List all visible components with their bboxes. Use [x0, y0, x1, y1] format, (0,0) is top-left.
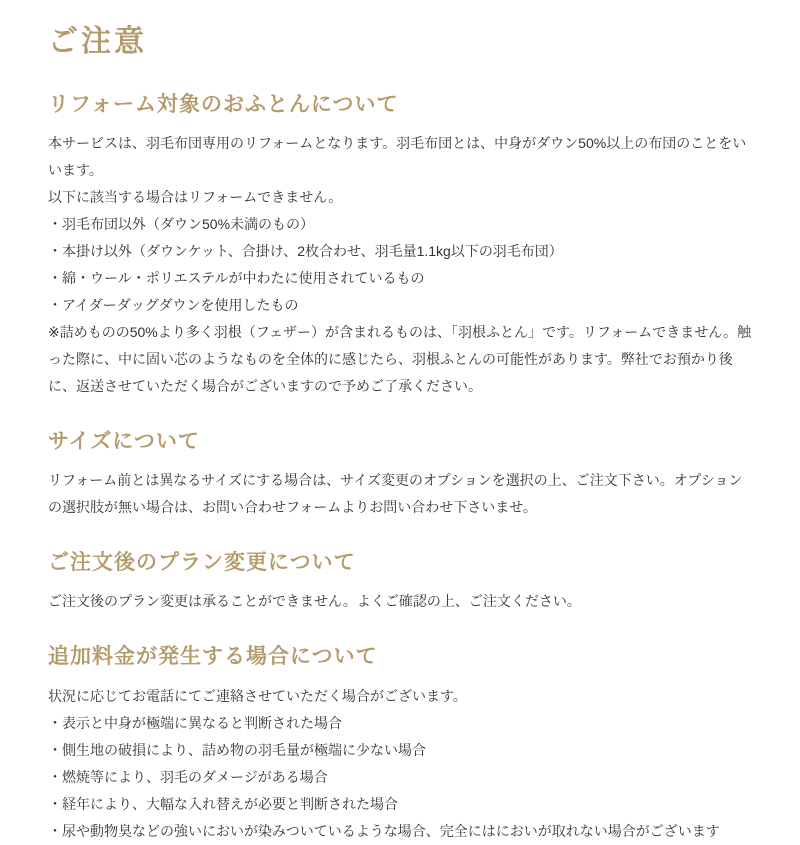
text-line: 以下に該当する場合はリフォームできません。 — [48, 188, 343, 205]
section-reform-target — [48, 91, 752, 400]
list-item: ・表示と中身が極端に異なると判断された場合 — [48, 714, 342, 731]
text-line: ご注文後のプラン変更は承ることができません。よくご確認の上、ご注文ください。 — [48, 593, 581, 610]
list-item: ・アイダーダッグダウンを使用したもの — [48, 296, 299, 313]
text-line: リフォーム前とは異なるサイズにする場合は、サイズ変更のオプションを選択の上、ご注文下さい。オプションの選択肢が無い場合は、お問い合わせフォームよりお問い合わせ下さいませ。 — [48, 472, 743, 516]
section-size — [48, 428, 752, 521]
section-heading: リフォーム対象のおふとんについて — [48, 92, 399, 116]
list-item: ・側生地の破損により、詰め物の羽毛量が極端に少ない場合 — [48, 741, 426, 758]
list-item: ・羽毛布団以外（ダウン50%未満のもの） — [48, 215, 315, 232]
section-extra-fee — [48, 643, 752, 844]
text-line: 状況に応じてお電話にてご連絡させていただく場合がございます。 — [48, 687, 467, 704]
list-item: ・本掛け以外（ダウンケット、合掛け、2枚合わせ、羽毛量1.1kg以下の羽毛布団） — [48, 242, 563, 259]
section-plan-change — [48, 549, 752, 615]
section-heading: サイズについて — [48, 429, 200, 453]
section-heading: 追加料金が発生する場合について — [48, 645, 378, 669]
list-item: ・綿・ウール・ポリエステルが中わたに使用されているもの — [48, 269, 425, 286]
section-heading: ご注文後のプラン変更について — [48, 551, 356, 575]
page-title: ご注意 — [48, 25, 147, 58]
note-text: ※詰めものの50%より多く羽根（フェザー）が含まれるものは、「羽根ふとん」です。リフォームできません。触った際に、中に固い芯のようなものを全体的に感じたら、羽根ふとんの可能性があります。弊社でお預かり後に、返送させていただく場合がございますので予めご了承ください。 — [48, 323, 752, 394]
list-item: ・経年により、大幅な入れ替えが必要と判断された場合 — [48, 795, 398, 812]
list-item: ・尿や動物臭などの強いにおいが染みついているような場合、完全にはにおいが取れない場合がございます — [48, 822, 720, 839]
list-item: ・燃焼等により、羽毛のダメージがある場合 — [48, 768, 328, 785]
text-line: 本サービスは、羽毛布団専用のリフォームとなります。羽毛布団とは、中身がダウン50%以上の布団のことをいいます。 — [48, 134, 747, 178]
